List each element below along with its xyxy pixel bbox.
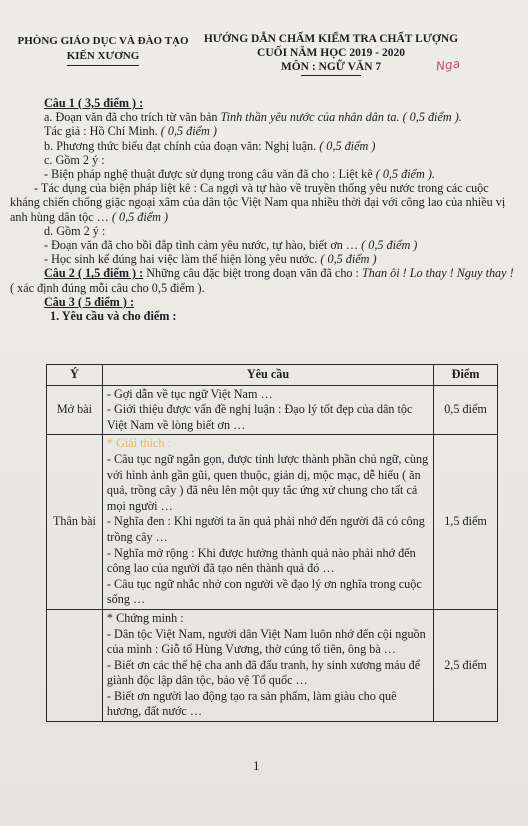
q1-part-d2: - Học sinh kể đúng hai việc làm thể hiện lòng yêu nước. ( 0,5 điểm )	[44, 252, 377, 267]
school-year: CUỐI NĂM HỌC 2019 - 2020	[257, 47, 405, 59]
answer-body	[10, 96, 520, 323]
q1-part-d1: - Đoạn văn đã cho bồi đắp tình cảm yêu nước, tự hào, biết ơn … ( 0,5 điểm )	[44, 238, 418, 253]
q1-part-c-head: c. Gồm 2 ý :	[44, 152, 105, 167]
row-score: 1,5 điểm	[434, 435, 498, 610]
row-requirements: - Gợi dẫn về tục ngữ Việt Nam … - Giới thiệu được vấn đề nghị luận : Đạo lý tốt đẹp của dân tộc Việt Nam về lòng biết ơn …	[102, 385, 433, 435]
table-row	[47, 435, 498, 610]
header-underline	[67, 65, 139, 66]
scoring-table	[46, 364, 498, 722]
document-title-block	[196, 32, 466, 76]
q1-part-c1: - Biện pháp nghệ thuật được sử dụng trong câu văn đã cho : Liệt kê ( 0,5 điểm ).	[44, 167, 435, 182]
subject: MÔN : NGỮ VĂN 7	[280, 61, 382, 73]
q1-part-c2: - Tác dụng của biện pháp liệt kê : Ca ngợi và tự hào về truyền thống yêu nước trong các cuộc kháng chiến chống giặc ngoại xâm của dân tộc Việt Nam qua nhiều thời đại với công lao của nhiều vị anh hùng dân tộc … ( 0,5 điểm )	[10, 181, 506, 224]
row-requirements: * Giải thích : - Câu tục ngữ ngắn gọn, được tỉnh lược thành phần chủ ngữ, cùng với hình ảnh gần gũi, quen thuộc, giản dị, mộc mạc, dễ hiểu ( ăn quả, trồng cây ) đã nêu lên một quy tắc ứng xử chung cho tất cả mọi người … - Nghĩa đen : Khi người ta ăn quả phải nhớ đến người đã có công trồng cây … - Nghĩa mở rộng : Khi được hưởng thành quả nào phải nhớ đến công lao của người đã tạo nên thành quả đó … - Câu tục ngữ nhắc nhở con người về đạo lý ơn nghĩa trong cuộc sống …	[102, 435, 433, 610]
q1-author: Tác giả : Hồ Chí Minh. ( 0,5 điểm )	[44, 124, 217, 139]
question-3-subheading: 1. Yêu cầu và cho điểm :	[50, 309, 177, 324]
col-header-score: Điểm	[434, 365, 498, 386]
q1-part-d-head: d. Gồm 2 ý :	[44, 223, 106, 238]
row-section-label: Mở bài	[47, 385, 103, 435]
department-header	[8, 34, 198, 66]
row-section-label	[47, 609, 103, 721]
row-section-label: Thân bài	[47, 435, 103, 610]
department-name: PHÒNG GIÁO DỤC VÀ ĐÀO TẠO	[17, 35, 189, 47]
question-1-heading: Câu 1 ( 3,5 điểm ) :	[44, 96, 144, 110]
col-header-section: Ý	[47, 365, 103, 386]
handwritten-note: Nga	[435, 56, 461, 74]
table-row	[47, 609, 498, 721]
row-requirements: * Chứng minh : - Dân tộc Việt Nam, người dân Việt Nam luôn nhớ đến cội nguồn của mình : Giỗ tổ Hùng Vương, thờ cúng tổ tiên, ông bà … - Biết ơn các thế hệ cha anh đã đấu tranh, hy sinh xương máu để giành độc lập dân tộc, bảo vệ Tổ quốc … - Biết ơn người lao động tạo ra sản phẩm, làm giàu cho quê hương, đất nước …	[102, 609, 433, 721]
title-underline	[301, 75, 361, 76]
table-row	[47, 385, 498, 435]
q1-part-a: a. Đoạn văn đã cho trích từ văn bản Tinh thần yêu nước của nhân dân ta. ( 0,5 điểm ).	[44, 110, 462, 125]
q1-part-b: b. Phương thức biểu đạt chính của đoạn văn: Nghị luận. ( 0,5 điểm )	[44, 138, 376, 153]
table-header-row	[47, 365, 498, 386]
question-2: Câu 2 ( 1,5 điểm ) : Những câu đặc biệt trong đoạn văn đã cho : Than ôi ! Lo thay ! Nguy thay ! ( xác định đúng mỗi câu cho 0,5 điểm ).	[10, 266, 514, 295]
row-score: 0,5 điểm	[434, 385, 498, 435]
question-3-heading: Câu 3 ( 5 điểm ) :	[44, 294, 135, 309]
col-header-requirement: Yêu cầu	[102, 365, 433, 386]
document-title: HƯỚNG DẪN CHẤM KIỂM TRA CHẤT LƯỢNG	[203, 33, 459, 45]
page-number: 1	[253, 758, 260, 773]
district-name: KIẾN XƯƠNG	[66, 50, 140, 62]
row-score: 2,5 điểm	[434, 609, 498, 721]
